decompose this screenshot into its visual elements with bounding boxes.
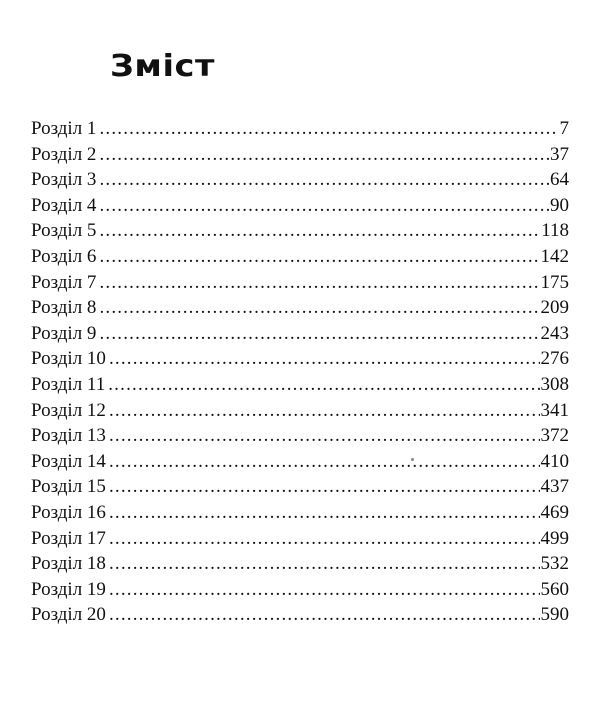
toc-entry-label: Розділ 1 bbox=[31, 118, 97, 139]
scan-speck bbox=[411, 458, 414, 461]
toc-entry-label: Розділ 11 bbox=[31, 373, 106, 395]
toc-page-number: 209 bbox=[540, 297, 569, 319]
toc-entry[interactable] bbox=[31, 551, 569, 577]
toc-page-number: 499 bbox=[540, 527, 569, 549]
toc-entry-label: Розділ 5 bbox=[31, 220, 97, 242]
toc-dot-leader bbox=[99, 193, 549, 219]
toc-entry-label: Розділ 4 bbox=[31, 194, 97, 216]
toc-entry[interactable] bbox=[31, 423, 569, 449]
toc-page-number: 64 bbox=[550, 169, 569, 191]
toc-dot-leader bbox=[109, 526, 540, 552]
toc-dot-leader bbox=[109, 577, 540, 603]
toc-entry[interactable] bbox=[31, 449, 569, 475]
toc-page-number: 437 bbox=[540, 476, 569, 498]
toc-page-number: 7 bbox=[559, 118, 569, 139]
toc-dot-leader bbox=[109, 346, 540, 372]
toc-entry-label: Розділ 19 bbox=[31, 578, 106, 600]
toc-page-number: 118 bbox=[541, 220, 569, 242]
toc-dot-leader bbox=[99, 167, 549, 193]
toc-page-number: 410 bbox=[540, 450, 569, 472]
toc-dot-leader bbox=[108, 372, 539, 398]
toc-entry-label: Розділ 8 bbox=[31, 297, 97, 319]
toc-page-number: 37 bbox=[550, 143, 569, 165]
toc-entry[interactable] bbox=[31, 372, 569, 398]
toc-entry-label: Розділ 12 bbox=[31, 399, 106, 421]
toc-entry-label: Розділ 18 bbox=[31, 553, 106, 575]
page-title: Зміст bbox=[110, 49, 216, 84]
toc-page-number: 341 bbox=[540, 399, 569, 421]
toc-dot-leader bbox=[109, 602, 540, 628]
toc-entry[interactable] bbox=[31, 167, 569, 193]
toc-dot-leader bbox=[109, 398, 540, 424]
toc-entry[interactable] bbox=[31, 321, 569, 347]
toc-page-number: 590 bbox=[540, 604, 569, 626]
toc-page-number: 560 bbox=[540, 578, 569, 600]
toc-entry-label: Розділ 15 bbox=[31, 476, 106, 498]
toc-entry-label: Розділ 20 bbox=[31, 604, 106, 626]
toc-entry-label: Розділ 7 bbox=[31, 271, 97, 293]
toc-entry[interactable] bbox=[31, 474, 569, 500]
toc-entry[interactable] bbox=[31, 577, 569, 603]
toc-dot-leader bbox=[99, 270, 539, 296]
toc-entry[interactable] bbox=[31, 526, 569, 552]
toc-entry[interactable] bbox=[31, 244, 569, 270]
toc-page-number: 308 bbox=[540, 373, 569, 395]
toc-page-number: 142 bbox=[540, 245, 569, 267]
toc-entry[interactable] bbox=[31, 500, 569, 526]
toc-entry[interactable] bbox=[31, 270, 569, 296]
toc-page-number: 276 bbox=[540, 348, 569, 370]
toc-dot-leader bbox=[99, 321, 539, 347]
toc-entry[interactable] bbox=[31, 193, 569, 219]
toc-dot-leader bbox=[109, 474, 540, 500]
toc-entry-label: Розділ 9 bbox=[31, 322, 97, 344]
toc-page-number: 175 bbox=[540, 271, 569, 293]
toc-dot-leader bbox=[99, 218, 540, 244]
toc-entry[interactable] bbox=[31, 218, 569, 244]
toc-entry-label: Розділ 14 bbox=[31, 450, 106, 472]
toc-entry[interactable] bbox=[31, 398, 569, 424]
toc-entry-label: Розділ 6 bbox=[31, 245, 97, 267]
toc-dot-leader bbox=[99, 244, 539, 270]
toc-dot-leader bbox=[109, 551, 540, 577]
toc-entry[interactable] bbox=[31, 602, 569, 628]
toc-page-number: 469 bbox=[540, 501, 569, 523]
toc-entry-label: Розділ 3 bbox=[31, 169, 97, 191]
toc-entry[interactable] bbox=[31, 295, 569, 321]
toc-entry[interactable] bbox=[31, 142, 569, 168]
toc-page-number: 90 bbox=[550, 194, 569, 216]
toc-dot-leader bbox=[99, 142, 549, 168]
toc-entry-label: Розділ 2 bbox=[31, 143, 97, 165]
toc-entry[interactable] bbox=[31, 346, 569, 372]
toc-entry-label: Розділ 16 bbox=[31, 501, 106, 523]
toc-page-number: 532 bbox=[540, 553, 569, 575]
toc-dot-leader bbox=[99, 295, 539, 321]
toc-page-number: 372 bbox=[540, 425, 569, 447]
toc-page-number: 243 bbox=[540, 322, 569, 344]
toc-entry-label: Розділ 17 bbox=[31, 527, 106, 549]
table-of-contents bbox=[31, 116, 569, 628]
toc-entry-label: Розділ 10 bbox=[31, 348, 106, 370]
toc-dot-leader bbox=[109, 500, 540, 526]
toc-entry[interactable] bbox=[31, 116, 569, 142]
toc-dot-leader bbox=[109, 423, 540, 449]
toc-dot-leader bbox=[109, 449, 540, 475]
toc-entry-label: Розділ 13 bbox=[31, 425, 106, 447]
toc-dot-leader bbox=[99, 116, 558, 142]
